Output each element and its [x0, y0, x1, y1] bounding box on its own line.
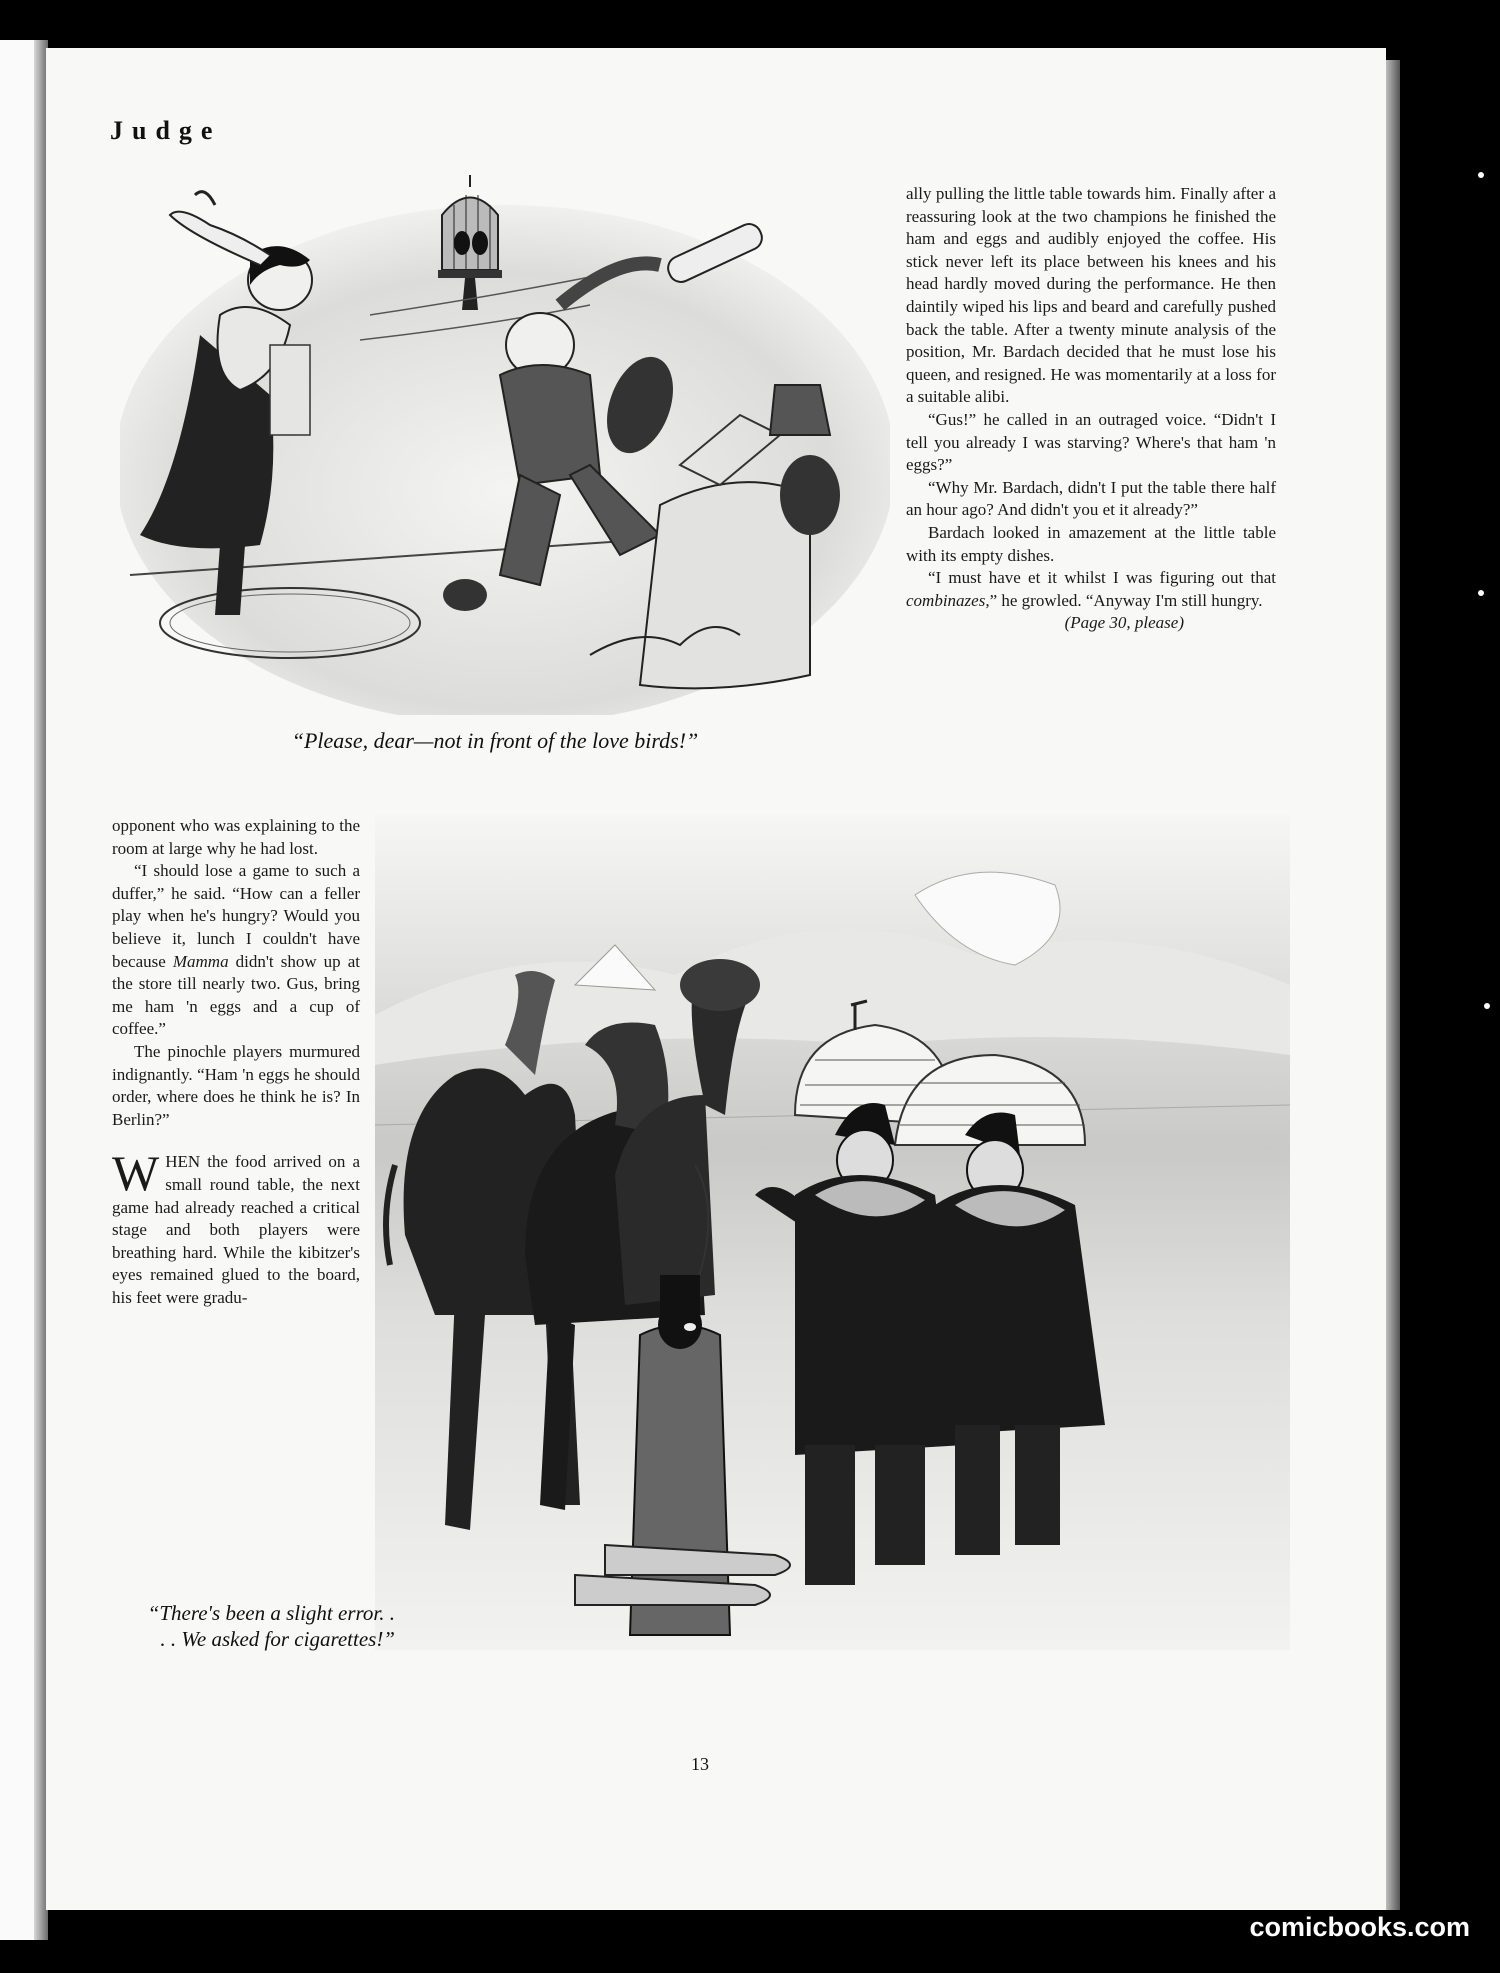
- text-run: didn't show up at the store till nearly two. Gus, bring me ham 'n eggs and a cup of coffee.”: [112, 951, 360, 1039]
- bottom-cartoon-illustration: [375, 815, 1290, 1650]
- text-run: “I should lose a game to such a duffer,” he said. “How can a feller play when he's hungry? Would you believe it, lunch I couldn't have because: [112, 861, 360, 971]
- italic-word: Mamma: [172, 951, 229, 971]
- text-paragraph: opponent who was explaining to the room at large why he had lost.: [112, 816, 360, 858]
- top-cartoon-illustration: [120, 175, 890, 715]
- text-paragraph: [906, 567, 1276, 612]
- right-text-column: [906, 183, 1276, 635]
- scan-speck: [1478, 172, 1484, 178]
- snowshoe-icon: [575, 1545, 790, 1605]
- drop-cap: W: [112, 1145, 160, 1202]
- text-run: HEN the food arrived on a small round table, the next game had already reached a critical stage and both players were breathing hard. While the kibitzer's eyes remained glued to the board, his feet were gradu-: [112, 1152, 360, 1307]
- left-text-column: [112, 815, 360, 1309]
- text-paragraph: [112, 860, 360, 1041]
- text-run: ” he growled. “Anyway I'm still hungry.: [989, 590, 1263, 610]
- right-page-edge: [1386, 60, 1400, 1910]
- text-paragraph: The pinochle players murmured indignantly. “Ham 'n eggs he should order, where does he think he is? In Berlin?”: [112, 1041, 360, 1129]
- text-paragraph: [112, 1145, 360, 1309]
- watermark-logo: comicbooks.com: [1249, 1912, 1470, 1942]
- italic-word: combinazes,: [906, 590, 990, 610]
- left-page-edge: [0, 40, 40, 1940]
- magazine-name: Judge: [110, 116, 222, 145]
- text-paragraph: ally pulling the little table towards him. Finally after a reassuring look at the two champions he finished the ham and eggs and audibly enjoyed the coffee. His stick never left its place between his knees and his head hardly moved during the performance. He then daintily wiped his lips and beard and carefully pushed back the table. After a twenty minute analysis of the position, Mr. Bardach decided that he must lose his queen, and resigned. He was momentarily at a loss for a suitable alibi.: [906, 184, 1276, 407]
- page-number: 13: [691, 1754, 709, 1774]
- text-paragraph: “Gus!” he called in an outraged voice. “Didn't I tell you already I was starving? Where's that ham 'n eggs?”: [906, 409, 1276, 475]
- text-paragraph: “Why Mr. Bardach, didn't I put the table there half an hour ago? And didn't you et it already?”: [906, 477, 1276, 520]
- text-paragraph: Bardach looked in amazement at the little table with its empty dishes.: [906, 522, 1276, 565]
- scan-speck: [1484, 1003, 1490, 1009]
- bottom-cartoon-caption: “There's been a slight error. . . . We asked for cigarettes!”: [147, 1601, 395, 1651]
- top-cartoon-caption: “Please, dear—not in front of the love birds!”: [291, 728, 699, 753]
- text-run: “I must have et it whilst I was figuring out that: [928, 568, 1276, 588]
- scan-speck: [1478, 590, 1484, 596]
- continued-reference: (Page 30, please): [1064, 613, 1184, 633]
